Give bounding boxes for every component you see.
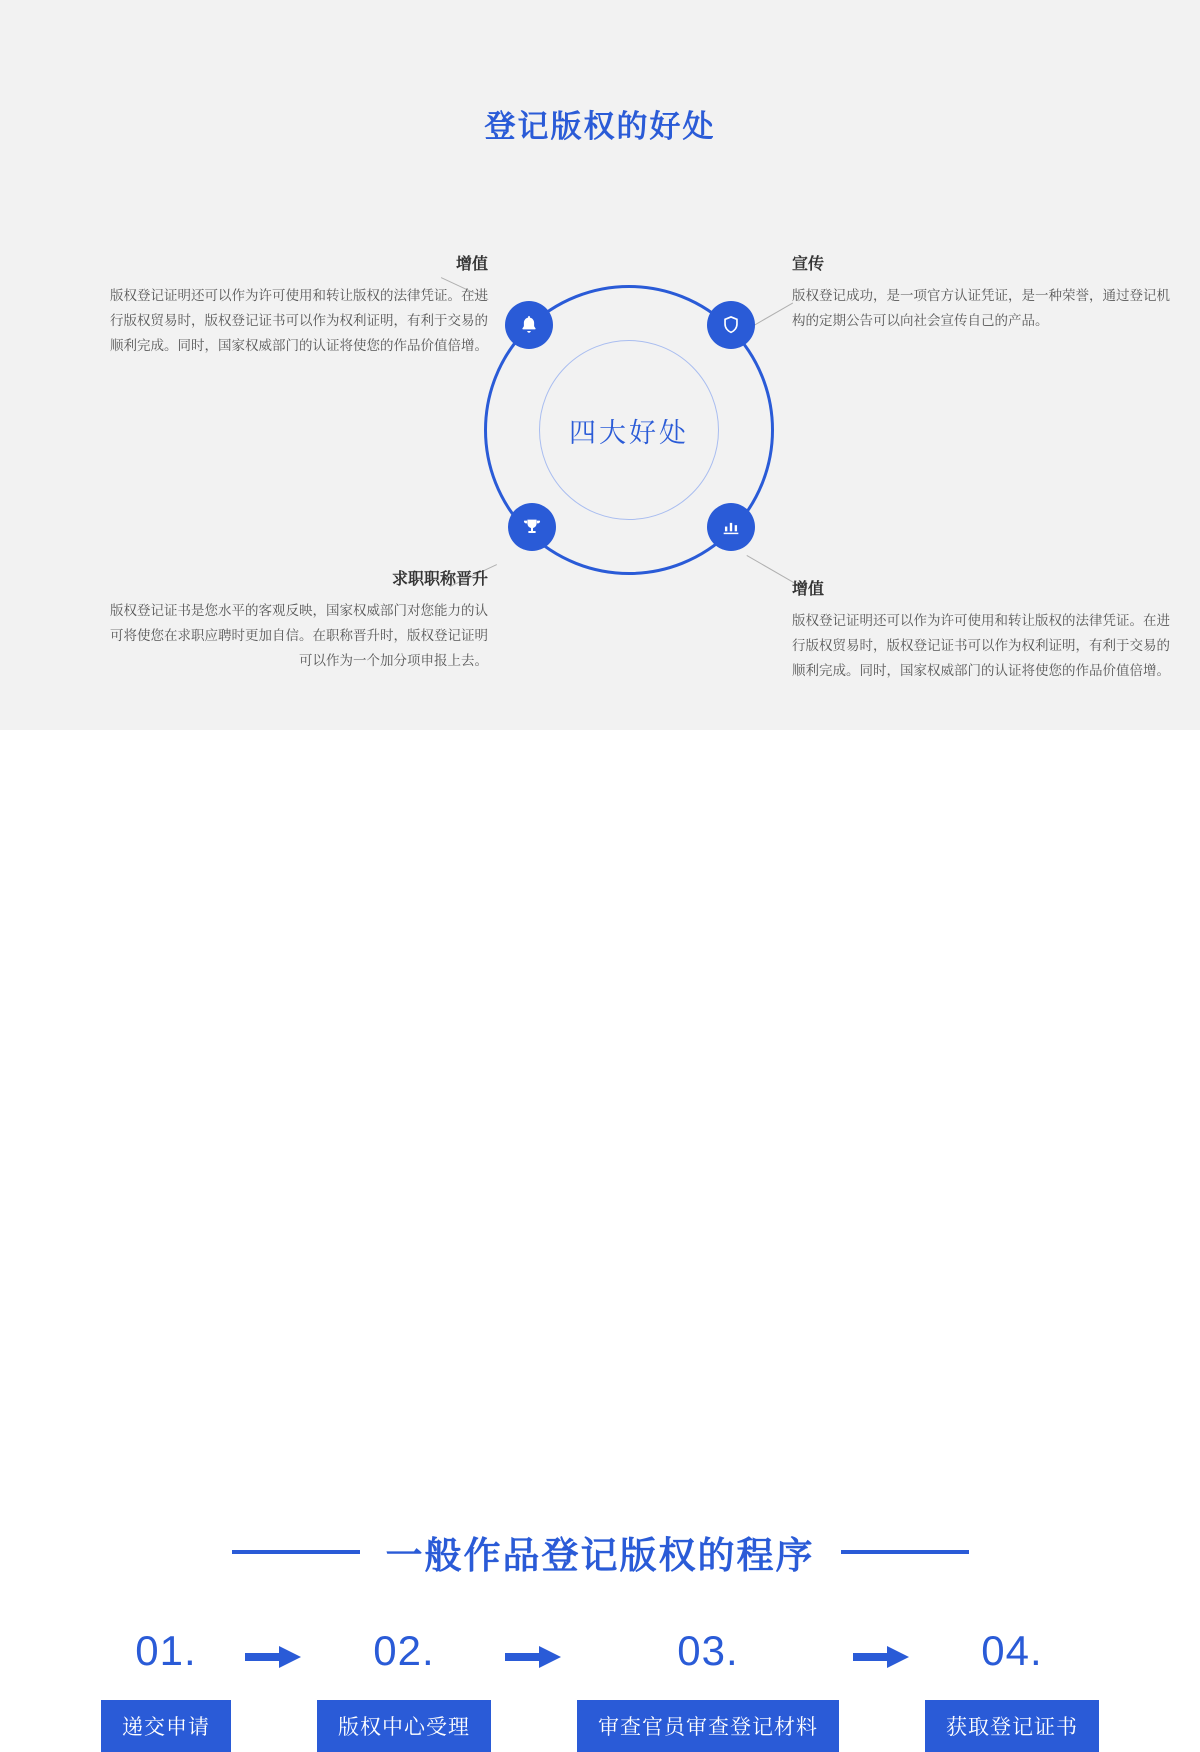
procedure-title: 一般作品登记版权的程序 [385, 1535, 815, 1576]
benefit-block-bottom-left [108, 570, 488, 674]
arrow-right-icon [853, 1642, 911, 1677]
bell-icon[interactable] [505, 301, 553, 349]
benefit-heading: 宣传 [792, 256, 825, 273]
benefit-heading: 增值 [455, 256, 488, 273]
step-number: 03. [677, 1627, 739, 1674]
title-rule-left [232, 1550, 360, 1554]
procedure-step-4 [925, 1627, 1099, 1752]
procedure-steps [0, 1627, 1200, 1752]
step-label[interactable]: 递交申请 [101, 1700, 231, 1752]
benefit-body: 版权登记成功，是一项官方认证凭证，是一种荣誉，通过登记机构的定期公告可以向社会宣传自己的产品。 [792, 288, 1170, 329]
arrow-right-icon [245, 1642, 303, 1677]
arrow-right-icon [505, 1642, 563, 1677]
benefit-heading: 求职职称晋升 [391, 571, 488, 588]
benefit-block-bottom-right [792, 580, 1172, 684]
trophy-icon[interactable] [508, 503, 556, 551]
benefit-heading: 增值 [792, 581, 825, 598]
bar-chart-icon[interactable] [707, 503, 755, 551]
step-label[interactable]: 审查官员审查登记材料 [577, 1700, 839, 1752]
step-number: 04. [981, 1627, 1043, 1674]
benefits-section [0, 0, 1200, 730]
procedure-title-wrap [0, 1525, 1200, 1579]
diagram-center-label: 四大好处 [569, 417, 689, 448]
step-label[interactable]: 获取登记证书 [925, 1700, 1099, 1752]
procedure-section [0, 730, 1200, 1739]
step-number: 02. [373, 1627, 435, 1674]
procedure-step-3 [577, 1627, 839, 1752]
benefits-title: 登记版权的好处 [484, 108, 716, 144]
procedure-step-1 [101, 1627, 231, 1752]
procedure-step-2 [317, 1627, 491, 1752]
shield-icon[interactable] [707, 301, 755, 349]
title-rule-right [841, 1550, 969, 1554]
step-label[interactable]: 版权中心受理 [317, 1700, 491, 1752]
benefit-block-top-left [108, 255, 488, 359]
benefit-body: 版权登记证明还可以作为许可使用和转让版权的法律凭证。在进行版权贸易时，版权登记证书可以作为权利证明，有利于交易的顺利完成。同时，国家权威部门的认证将使您的作品价值倍增。 [110, 288, 488, 354]
benefit-body: 版权登记证书是您水平的客观反映，国家权威部门对您能力的认可将使您在求职应聘时更加自信。在职称晋升时，版权登记证明可以作为一个加分项申报上去。 [110, 603, 488, 669]
step-number: 01. [135, 1627, 197, 1674]
benefit-body: 版权登记证明还可以作为许可使用和转让版权的法律凭证。在进行版权贸易时，版权登记证书可以作为权利证明，有利于交易的顺利完成。同时，国家权威部门的认证将使您的作品价值倍增。 [792, 613, 1170, 679]
benefit-block-top-right [792, 255, 1172, 334]
benefits-circle-diagram [484, 285, 774, 575]
